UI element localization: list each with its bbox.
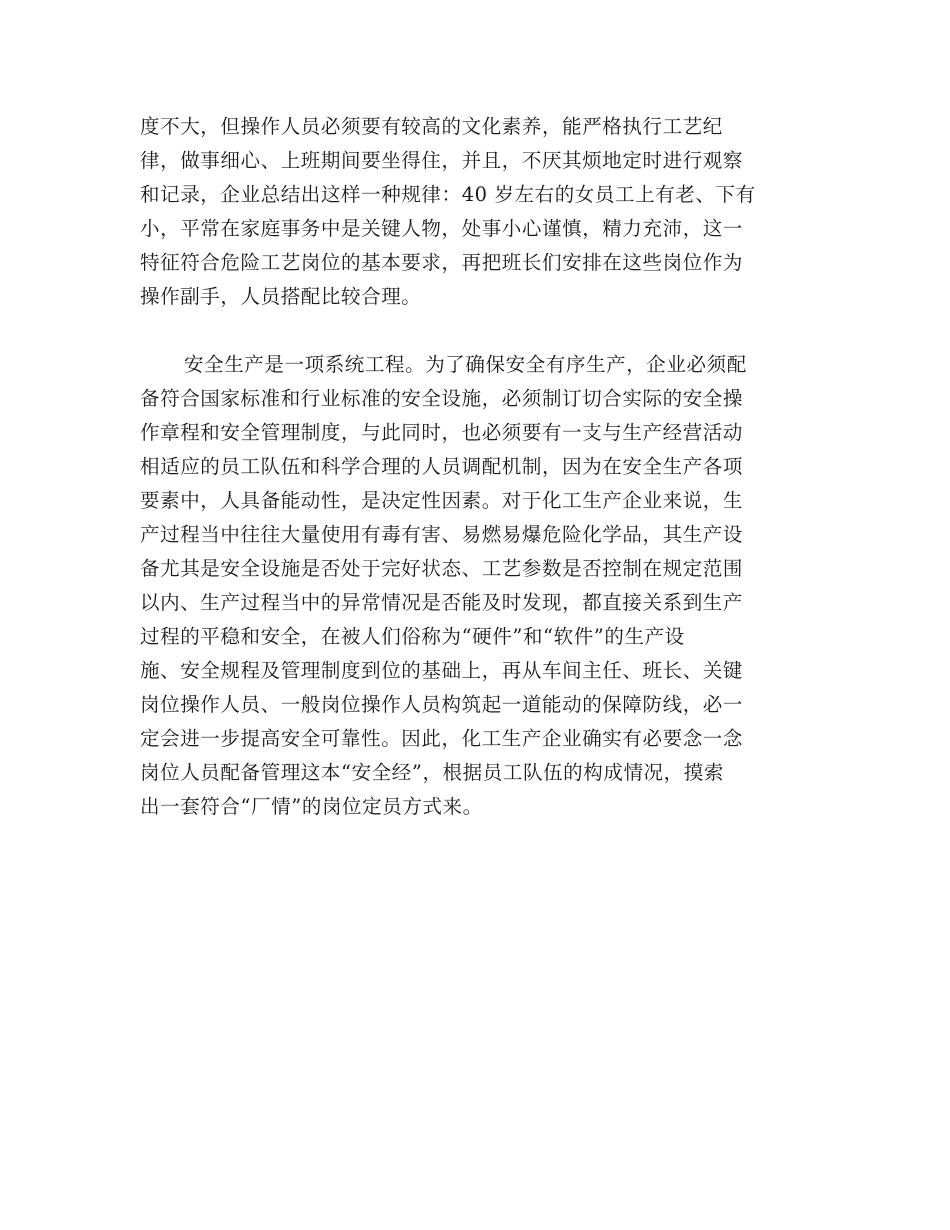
paragraph-line: 特征符合危险工艺岗位的基本要求，再把班长们安排在这些岗位作为 [140, 251, 744, 274]
paragraph-line: 产过程当中往往大量使用有毒有害、易燃易爆危险化学品，其生产设 [140, 523, 744, 546]
paragraph-line: 作章程和安全管理制度，与此同时，也必须要有一支与生产经营活动 [140, 421, 744, 444]
paragraph-line: 要素中，人具备能动性，是决定性因素。对于化工生产企业来说，生 [140, 489, 744, 512]
paragraph-line: 相适应的员工队伍和科学合理的人员调配机制，因为在安全生产各项 [140, 455, 744, 478]
paragraph-line: 备符合国家标准和行业标准的安全设施，必须制订切合实际的安全操 [140, 387, 744, 410]
paragraph-line: 备尤其是安全设施是否处于完好状态、工艺参数是否控制在规定范围 [140, 557, 744, 580]
paragraph-line: 小，平常在家庭事务中是关键人物，处事小心谨慎，精力充沛，这一 [140, 217, 744, 240]
paragraph-line: 安全生产是一项系统工程。为了确保安全有序生产，企业必须配 [184, 353, 747, 376]
paragraph-line: 律，做事细心、上班期间要坐得住，并且，不厌其烦地定时进行观察 [140, 149, 744, 172]
paragraph-line: 和记录，企业总结出这样一种规律：40 岁左右的女员工上有老、下有 [140, 183, 756, 206]
paragraph-1 [140, 110, 810, 314]
paragraph-line: 出一套符合“厂情”的岗位定员方式来。 [140, 795, 483, 818]
paragraph-line: 岗位人员配备管理这本“安全经”，根据员工队伍的构成情况，摸索 [140, 761, 724, 784]
paragraph-line: 度不大，但操作人员必须要有较高的文化素养，能严格执行工艺纪 [140, 115, 723, 138]
paragraph-line: 操作副手，人员搭配比较合理。 [140, 285, 422, 308]
paragraph-line: 以内、生产过程当中的异常情况是否能及时发现，都直接关系到生产 [140, 591, 744, 614]
paragraph-line: 过程的平稳和安全，在被人们俗称为“硬件”和“软件”的生产设 [140, 625, 685, 648]
paragraph-line: 定会进一步提高安全可靠性。因此，化工生产企业确实有必要念一念 [140, 727, 744, 750]
paragraph-line: 岗位操作人员、一般岗位操作人员构筑起一道能动的保障防线，必一 [140, 693, 744, 716]
paragraph-line: 施、安全规程及管理制度到位的基础上，再从车间主任、班长、关键 [140, 659, 744, 682]
paragraph-2 [140, 348, 810, 824]
